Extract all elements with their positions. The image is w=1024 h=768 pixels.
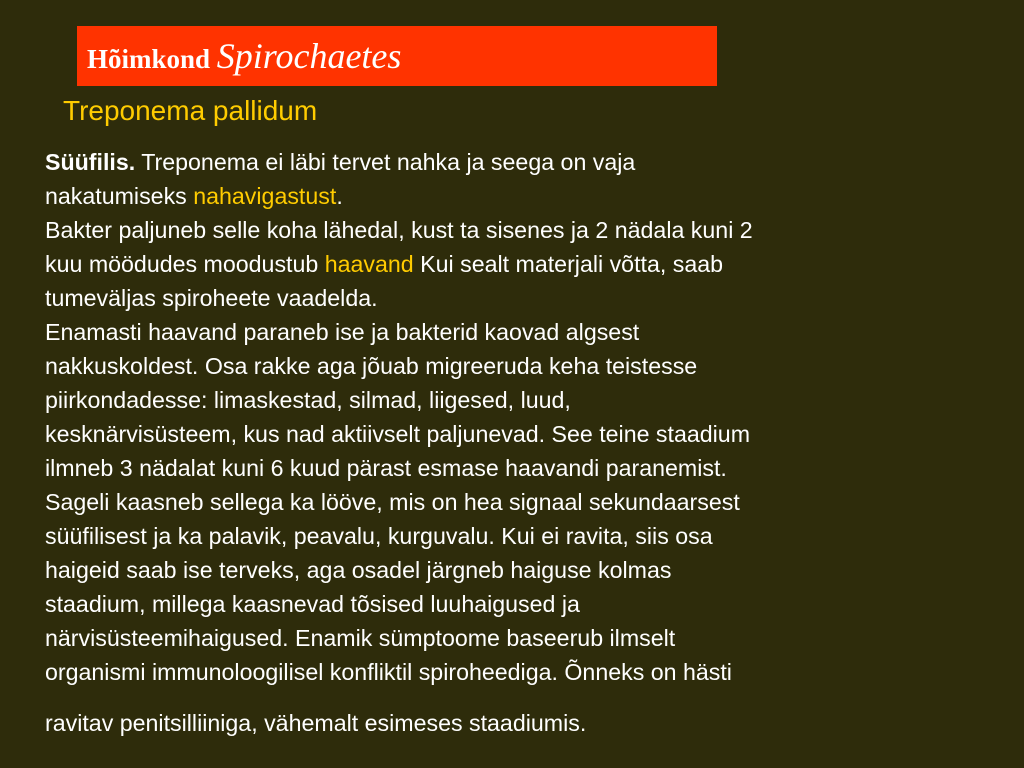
body-line-16: organismi immunoloogilisel konfliktil spiroheediga. Õnneks on hästi <box>45 659 732 685</box>
body-line-4 <box>45 247 975 281</box>
body-line-2-pre: nakatumiseks <box>45 183 194 209</box>
body-line-3: Bakter paljuneb selle koha lähedal, kust ta sisenes ja 2 nädala kuni 2 <box>45 217 753 243</box>
body-line-11: Sageli kaasneb sellega ka lööve, mis on hea signaal sekundaarsest <box>45 489 740 515</box>
highlight-nahavigastust: nahavigastust <box>193 183 337 209</box>
body-line-10: ilmneb 3 nädalat kuni 6 kuud pärast esmase haavandi paranemist. <box>45 455 727 481</box>
body-line-12: süüfilisest ja ka palavik, peavalu, kurguvalu. Kui ei ravita, siis osa <box>45 523 713 549</box>
body-line-9: kesknärvisüsteem, kus nad aktiivselt paljunevad. See teine staadium <box>45 421 751 447</box>
body-line-1-rest: Treponema ei läbi tervet nahka ja seega on vaja <box>135 149 636 175</box>
term-syphilis: Süüfilis. <box>45 149 136 175</box>
body-line-7: nakkuskoldest. Osa rakke aga jõuab migreeruda keha teistesse <box>45 353 698 379</box>
slide-title <box>87 38 401 74</box>
body-line-4-post: Kui sealt materjali võtta, saab <box>413 251 724 277</box>
highlight-haavand: haavand <box>324 251 414 277</box>
body-line-14: staadium, millega kaasnevad tõsised luuhaigused ja <box>45 591 580 617</box>
body-text <box>45 145 975 740</box>
body-line-4-pre: kuu möödudes moodustub <box>45 251 325 277</box>
body-line-13: haigeid saab ise terveks, aga osadel järgneb haiguse kolmas <box>45 557 672 583</box>
body-line-1 <box>45 145 975 179</box>
title-prefix: Hõimkond <box>87 44 217 74</box>
body-line-15: närvisüsteemihaigused. Enamik sümptoome baseerub ilmselt <box>45 625 676 651</box>
body-line-8: piirkondadesse: limaskestad, silmad, liigesed, luud, <box>45 387 571 413</box>
body-line-6: Enamasti haavand paraneb ise ja bakterid kaovad algsest <box>45 319 640 345</box>
body-line-2-post: . <box>336 183 343 209</box>
title-box <box>77 26 717 86</box>
body-line-17: ravitav penitsilliiniga, vähemalt esimeses staadiumis. <box>45 710 587 736</box>
body-line-5: tumeväljas spiroheete vaadelda. <box>45 285 378 311</box>
slide-subtitle: Treponema pallidum <box>63 95 318 126</box>
title-italic: Spirochaetes <box>216 36 402 76</box>
body-line-2 <box>45 179 975 213</box>
